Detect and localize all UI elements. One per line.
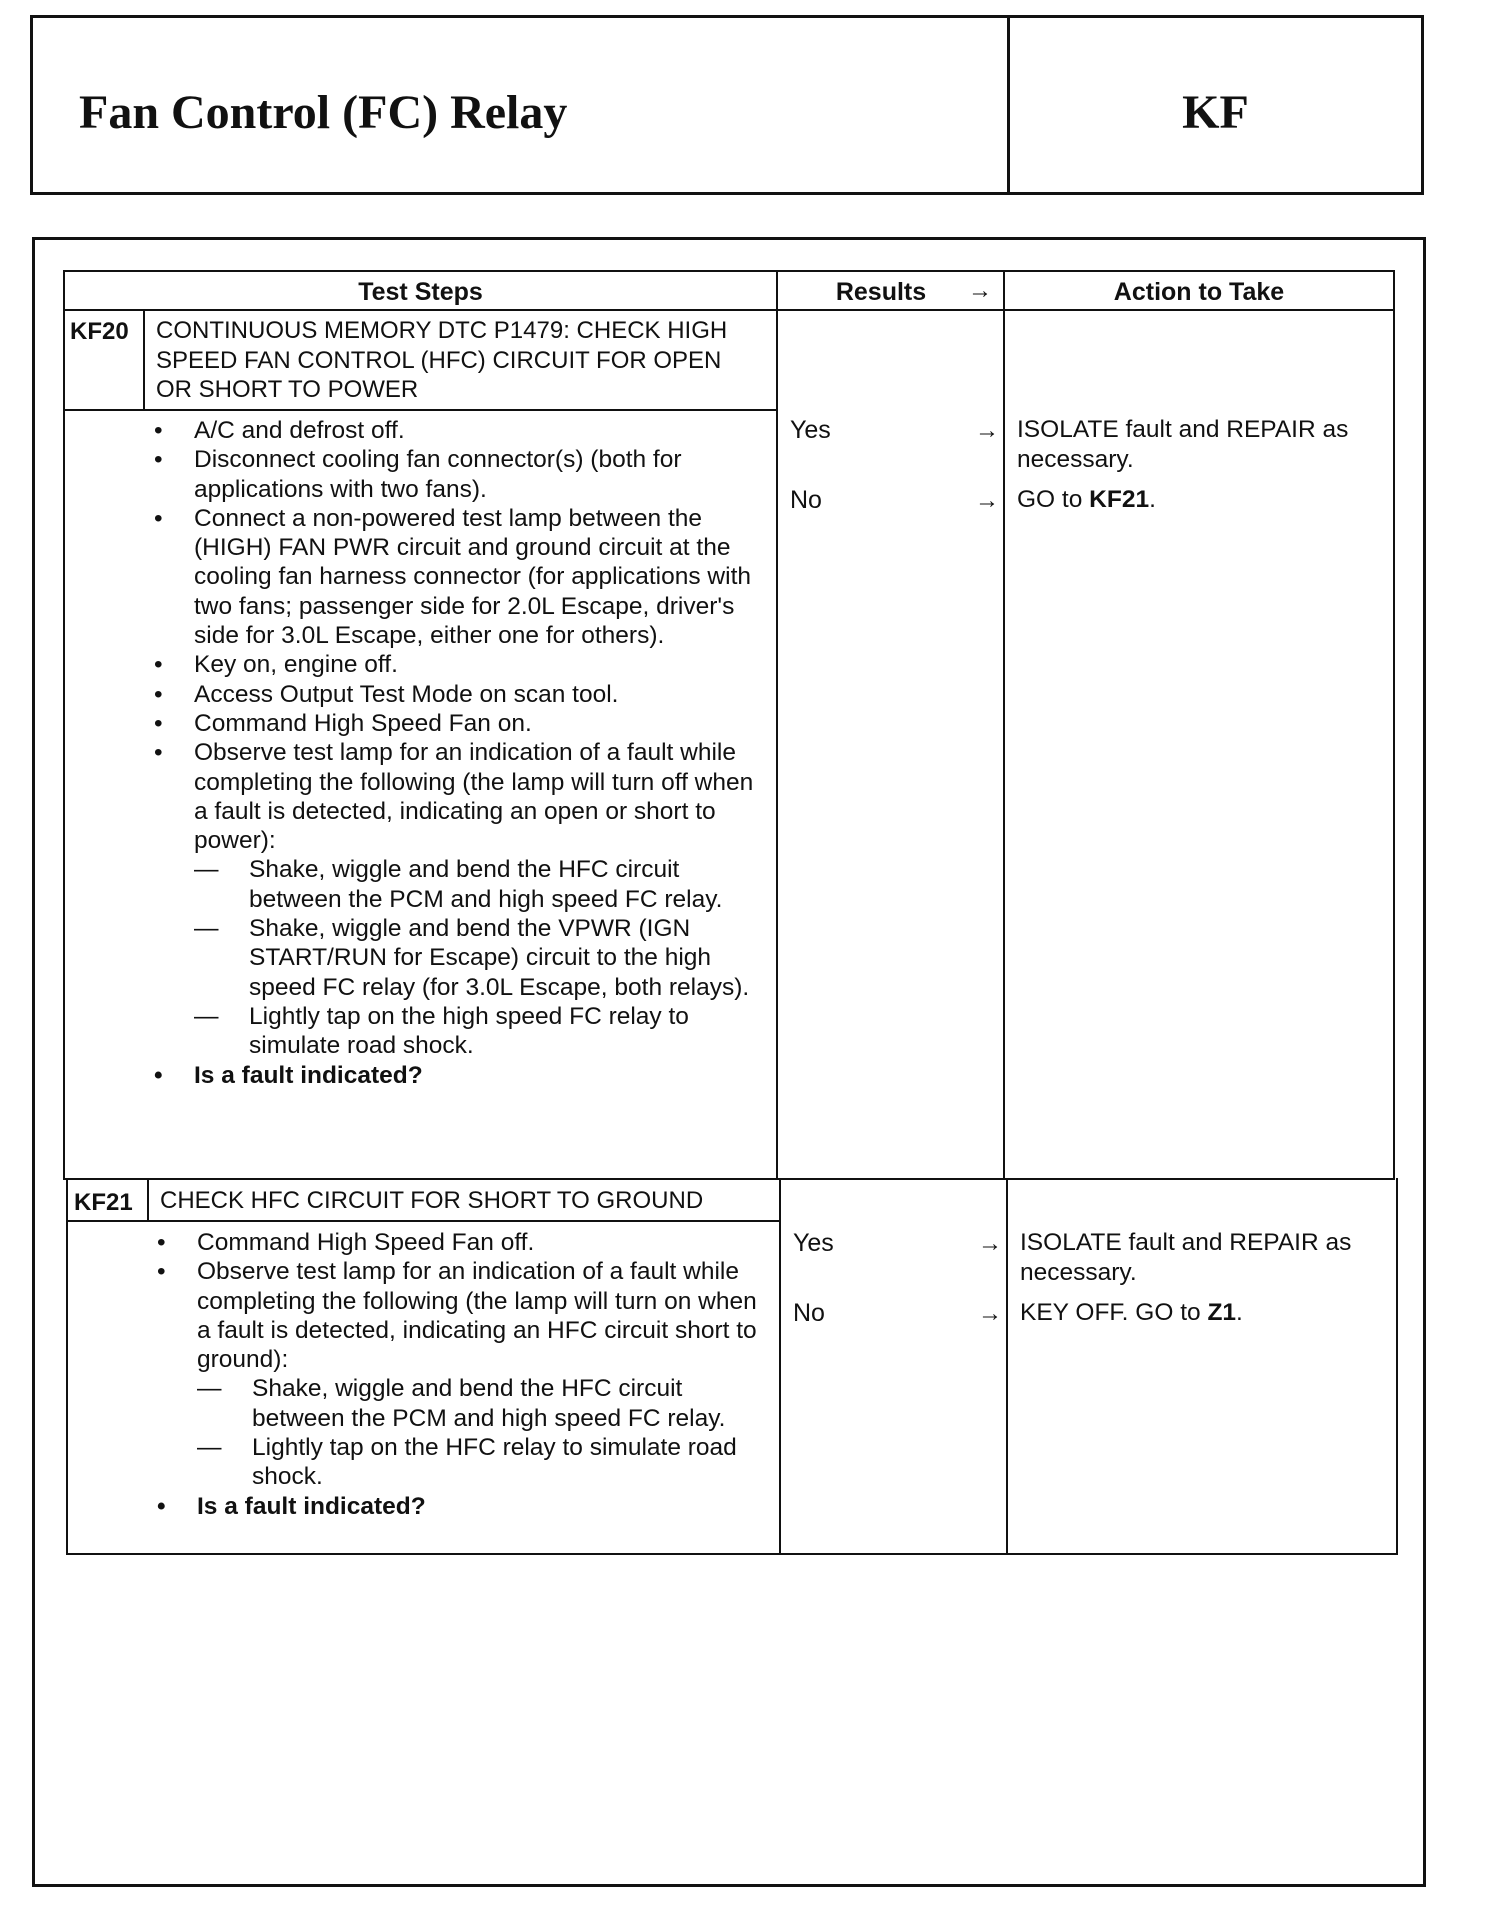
section-code: KF: [1182, 86, 1249, 139]
step-heading-rule: [63, 409, 776, 411]
step-reference: Z1: [1207, 1299, 1237, 1326]
result-yes: Yes: [793, 1229, 834, 1257]
sub-list-item: — Lightly tap on the high speed FC relay to simulate road shock.: [150, 1002, 760, 1061]
action-text: KEY OFF. GO to: [1020, 1299, 1208, 1326]
table-left-border: [63, 270, 65, 1179]
result-arrow-icon: →: [978, 1230, 1002, 1257]
results-column-rule: [779, 1178, 781, 1555]
list-item: • Command High Speed Fan on.: [150, 709, 760, 738]
action-text: GO to: [1017, 486, 1090, 513]
action-column-rule: [1006, 1178, 1008, 1555]
results-column-rule: [776, 270, 778, 1179]
sub-list-item: — Lightly tap on the HFC relay to simulate road shock.: [153, 1433, 763, 1492]
sub-list-item: — Shake, wiggle and bend the HFC circuit between the PCM and high speed FC relay.: [153, 1374, 763, 1433]
list-item: • Key on, engine off.: [150, 650, 760, 679]
action-text: .: [1149, 486, 1156, 513]
table-left-border: [66, 1178, 68, 1555]
result-arrow-icon: →: [975, 487, 999, 514]
step-reference: KF21: [1089, 486, 1150, 513]
list-item: • Command High Speed Fan off.: [153, 1228, 763, 1257]
action-column-rule: [1003, 270, 1005, 1179]
list-item: • A/C and defrost off.: [150, 416, 760, 445]
column-header-results: Results: [835, 278, 927, 306]
step-instructions: [153, 1228, 763, 1521]
table-bottom-border: [66, 1553, 1398, 1555]
step-code-divider: [147, 1179, 149, 1220]
result-yes: Yes: [790, 416, 831, 444]
result-arrow-icon: →: [978, 1300, 1002, 1327]
result-no: No: [790, 486, 822, 514]
step-heading-rule: [66, 1220, 779, 1222]
list-item: • Access Output Test Mode on scan tool.: [150, 680, 760, 709]
result-action: ISOLATE fault and REPAIR as necessary.: [1020, 1229, 1352, 1286]
sub-list-item: — Shake, wiggle and bend the VPWR (IGN START/RUN for Escape) circuit to the high speed FC relay (for 3.0L Escape, both relays).: [150, 914, 760, 1002]
page-title: Fan Control (FC) Relay: [79, 86, 568, 139]
table-right-border: [1393, 270, 1395, 1179]
step-code: KF21: [74, 1189, 133, 1216]
table-right-border: [1396, 1178, 1398, 1555]
result-no: No: [793, 1299, 825, 1327]
step-instructions: [150, 416, 760, 1090]
sub-list-item: — Shake, wiggle and bend the HFC circuit between the PCM and high speed FC relay.: [150, 855, 760, 914]
list-item: • Observe test lamp for an indication of a fault while completing the following (the lamp will turn off when a fault is detected, indicating an open or short to power):: [150, 738, 760, 855]
result-arrow-icon: →: [975, 417, 999, 444]
result-action: ISOLATE fault and REPAIR as necessary.: [1017, 416, 1349, 473]
action-text: .: [1236, 1299, 1243, 1326]
list-item: • Connect a non-powered test lamp between the (HIGH) FAN PWR circuit and ground circuit at the cooling fan harness connector (for applications with two fans; passenger side for 2.0L Escape, driver's side for 3.0L Escape, either one for others).: [150, 504, 760, 650]
step-heading: CONTINUOUS MEMORY DTC P1479: CHECK HIGH SPEED FAN CONTROL (HFC) CIRCUIT FOR OPEN OR SHORT TO POWER: [156, 317, 728, 403]
column-header-test-steps: Test Steps: [358, 278, 483, 306]
result-action: [1017, 485, 1377, 515]
table-row-divider: [63, 1178, 1395, 1180]
result-action: [1020, 1298, 1380, 1328]
page-header: [30, 15, 1424, 195]
column-header-arrow-icon: →: [968, 277, 992, 304]
step-code-divider: [143, 310, 145, 409]
step-code: KF20: [70, 318, 129, 345]
list-item: • Disconnect cooling fan connector(s) (both for applications with two fans).: [150, 445, 760, 504]
step-heading: CHECK HFC CIRCUIT FOR SHORT TO GROUND: [160, 1187, 704, 1214]
column-header-action: Action to Take: [1113, 278, 1285, 306]
step-question: • Is a fault indicated?: [150, 1061, 760, 1090]
step-question: • Is a fault indicated?: [153, 1492, 763, 1521]
list-item: • Observe test lamp for an indication of a fault while completing the following (the lamp will turn on when a fault is detected, indicating an HFC circuit short to ground):: [153, 1257, 763, 1374]
